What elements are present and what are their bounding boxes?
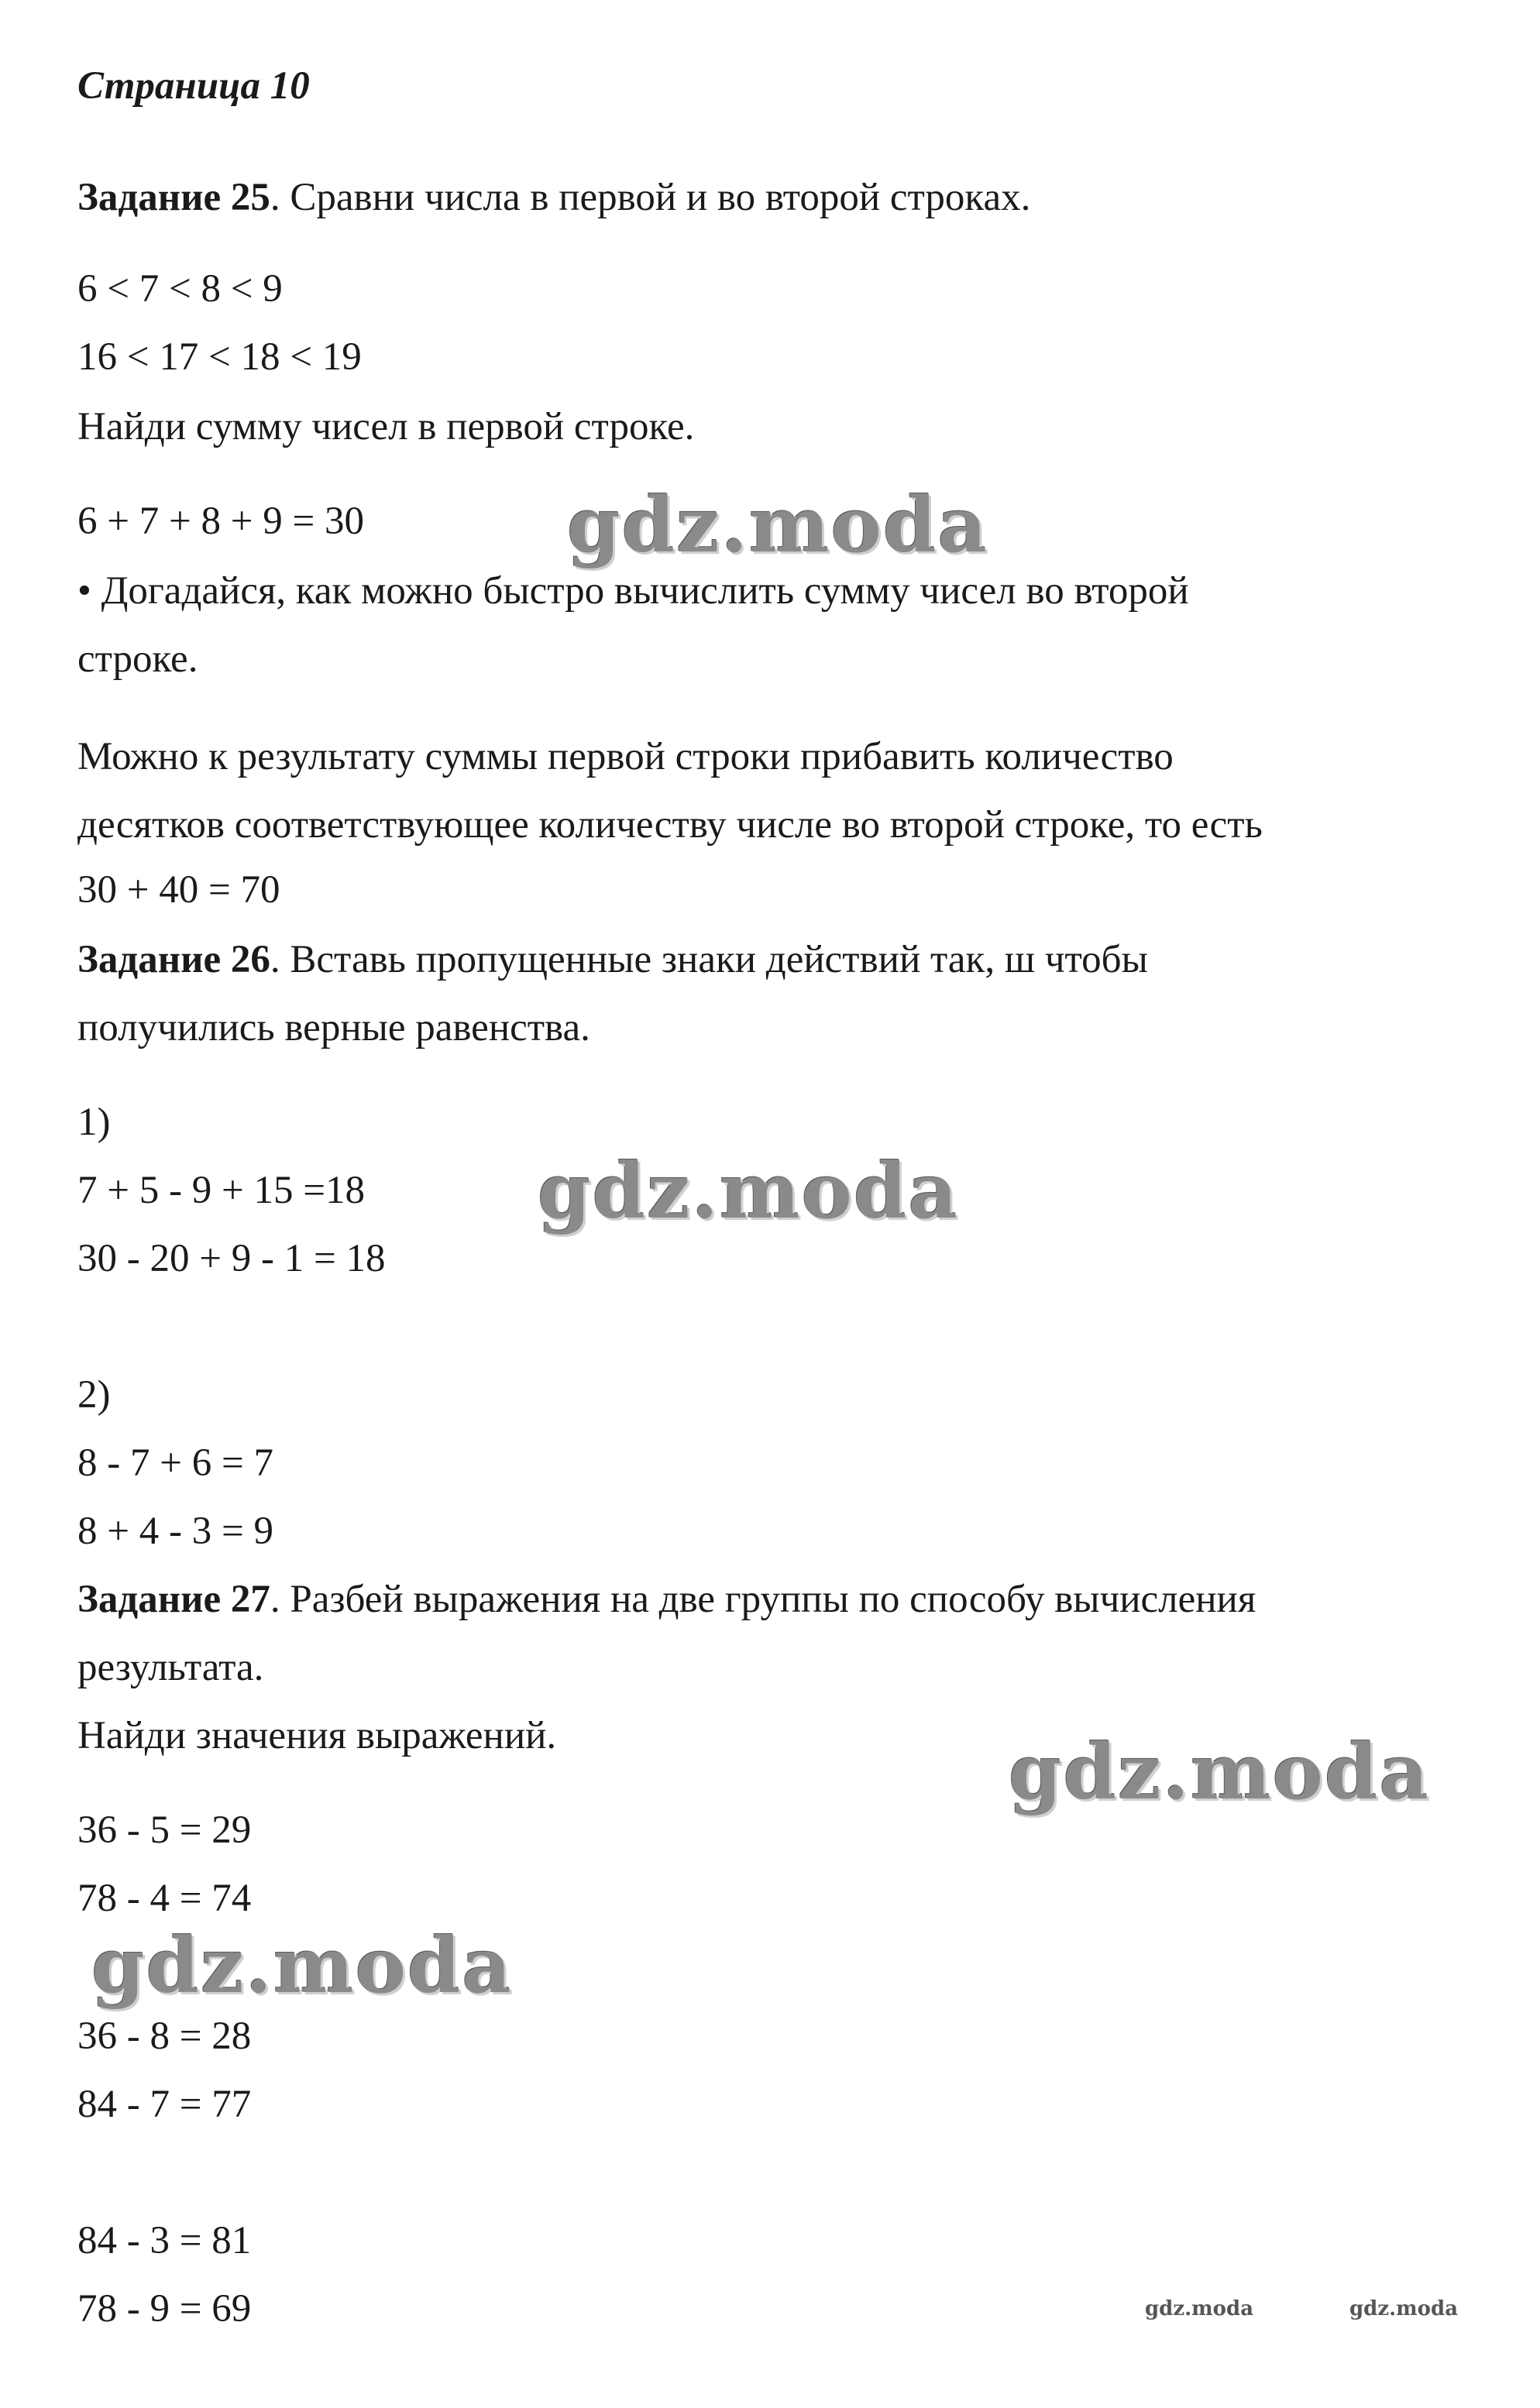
task26-part1-eq1: 7 + 5 - 9 + 15 =18 <box>77 1169 366 1212</box>
task26-part2-eq2: 8 + 4 - 3 = 9 <box>77 1510 274 1553</box>
task26-part2-eq1: 8 - 7 + 6 = 7 <box>77 1441 274 1485</box>
task25-answer-line2: десятков соответствующее количеству числе во второй строке, то есть <box>77 803 1263 847</box>
task25-row1: 6 < 7 < 8 < 9 <box>77 267 283 311</box>
task27-text: . Разбей выражения на две группы по способу вычисления <box>270 1578 1256 1621</box>
task26-part2-label: 2) <box>77 1373 111 1417</box>
watermark: gdz.moda <box>567 481 988 570</box>
task27-eq5: 84 - 3 = 81 <box>77 2219 252 2262</box>
task27-eq2: 78 - 4 = 74 <box>77 1877 252 1920</box>
task27-text-line2: результата. <box>77 1646 264 1689</box>
watermark: gdz.moda <box>91 1922 513 2011</box>
task25-sum1: 6 + 7 + 8 + 9 = 30 <box>77 500 365 543</box>
watermark: gdz.moda <box>538 1147 959 1236</box>
task27-eq3: 36 - 8 = 28 <box>77 2015 252 2058</box>
task26-label: Задание 26 <box>77 938 270 981</box>
task27-text-line3: Найди значения выражений. <box>77 1714 557 1757</box>
task27-heading <box>77 1580 1256 1620</box>
task26-text-line2: получились верные равенства. <box>77 1006 590 1049</box>
task25-answer-line3: 30 + 40 = 70 <box>77 868 280 912</box>
watermark: gdz.moda <box>1009 1728 1430 1817</box>
watermark-small: gdz.moda <box>1145 2297 1254 2320</box>
task27-label: Задание 27 <box>77 1578 270 1621</box>
task27-eq1: 36 - 5 = 29 <box>77 1809 252 1852</box>
watermark-small: gdz.moda <box>1349 2297 1459 2320</box>
task25-text: . Сравни числа в первой и во второй строках. <box>270 176 1031 219</box>
task26-text: . Вставь пропущенные знаки действий так, ш чтобы <box>270 938 1148 981</box>
task26-part1-label: 1) <box>77 1101 111 1144</box>
task27-eq6: 78 - 9 = 69 <box>77 2287 252 2331</box>
task26-part1-eq2: 30 - 20 + 9 - 1 = 18 <box>77 1237 386 1280</box>
task27-eq4: 84 - 7 = 77 <box>77 2083 252 2126</box>
task25-heading <box>77 178 1030 218</box>
page-title: Страница 10 <box>77 64 310 108</box>
task25-label: Задание 25 <box>77 176 270 219</box>
task25-question2-line1: • Догадайся, как можно быстро вычислить сумму чисел во второй <box>77 569 1189 613</box>
task25-answer-line1: Можно к результату суммы первой строки прибавить количество <box>77 735 1174 778</box>
task25-row2: 16 < 17 < 18 < 19 <box>77 335 362 379</box>
task26-heading <box>77 940 1148 980</box>
task25-question1: Найди сумму чисел в первой строке. <box>77 405 695 448</box>
task25-question2-line2: строке. <box>77 637 198 681</box>
